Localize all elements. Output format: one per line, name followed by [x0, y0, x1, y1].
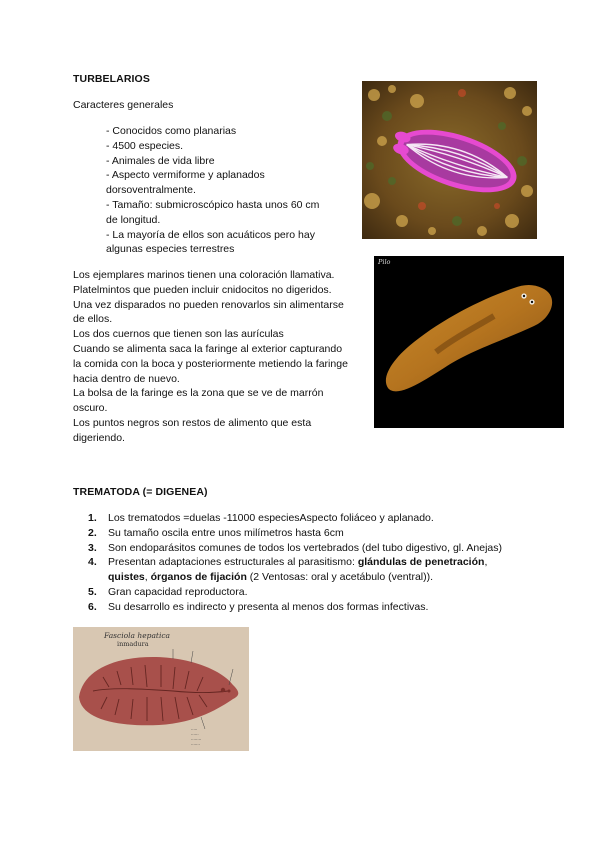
- list-item: [88, 555, 568, 585]
- fasciola-subtitle: inmadura: [117, 640, 149, 648]
- subheading-caracteres: Caracteres generales: [73, 99, 174, 111]
- list-number: 1.: [88, 512, 97, 524]
- list-item: - 4500 especies.: [106, 139, 184, 152]
- photo-signature: Pilo: [378, 258, 391, 266]
- list-item: - Conocidos como planarias: [106, 125, 237, 137]
- fasciola-title: Fasciola hepatica: [104, 631, 171, 640]
- list-number: 5.: [88, 585, 97, 598]
- section-heading-trematoda: TREMATODA (= DIGENEA): [73, 486, 208, 498]
- section-heading-turbelarios: TURBELARIOS: [73, 73, 150, 85]
- fasciola-illustration: [73, 627, 249, 751]
- list-number: 2.: [88, 526, 97, 539]
- paragraph-line: Una vez disparados no pueden renovarlos sin alimentarse: [73, 298, 344, 311]
- svg-text:········: ········: [191, 737, 202, 742]
- list-number: 3.: [88, 541, 97, 554]
- paragraph-line: Los ejemplares marinos tienen una coloración llamativa.: [73, 269, 335, 281]
- list-text: Su desarrollo es indirecto y presenta al menos dos formas infectivas.: [108, 600, 429, 613]
- turbelarios-paragraph: [73, 268, 348, 446]
- paragraph-line: oscuro.: [73, 402, 108, 415]
- bold-term: glándulas de penetración: [357, 556, 485, 569]
- paragraph-line: hacia dentro de nuevo.: [73, 372, 180, 385]
- bold-term: órganos de fijación: [150, 571, 247, 584]
- list-number: 4.: [88, 556, 97, 569]
- list-item: [88, 511, 568, 526]
- paragraph-line: Los puntos negros son restos de alimento que esta: [73, 416, 312, 429]
- paragraph-line: la comida con la boca y posteriormente metiendo la faringe: [73, 357, 348, 370]
- list-item: - Aspecto vermiforme y aplanados: [106, 169, 265, 182]
- turbelarios-bullet-list: [106, 124, 319, 257]
- marine-planarian-photo: [362, 81, 537, 239]
- paragraph-line: Platelmintos que pueden incluir cnidocitos no digeridos.: [73, 283, 332, 296]
- list-text-sep: ,: [484, 556, 488, 569]
- list-number: 6.: [88, 600, 97, 613]
- list-item: - La mayoría de ellos son acuáticos pero hay: [106, 228, 315, 241]
- paragraph-line: digeriendo.: [73, 431, 125, 444]
- svg-text:·······: ·······: [191, 742, 200, 747]
- list-text: Su tamaño oscila entre unos milímetros hasta 6cm: [108, 526, 344, 539]
- list-item: [88, 526, 568, 541]
- marine-planarian-illustration: [362, 81, 537, 239]
- brown-planarian-photo: [374, 256, 564, 428]
- paragraph-line: Cuando se alimenta saca la faringe al exterior capturando: [73, 342, 343, 355]
- paragraph-line: de ellos.: [73, 313, 113, 326]
- list-item: [88, 585, 568, 600]
- list-text-pre: Presentan adaptaciones estructurales al parasitismo:: [108, 556, 358, 569]
- svg-text:·····: ·····: [191, 727, 198, 732]
- svg-text:······: ······: [191, 732, 199, 737]
- list-item: [88, 541, 568, 556]
- bold-term: quistes: [108, 571, 145, 584]
- list-item: - Animales de vida libre: [106, 154, 215, 167]
- list-text: Son endoparásitos comunes de todos los vertebrados (del tubo digestivo, gl. Anejas): [108, 541, 502, 554]
- list-text: Gran capacidad reproductora.: [108, 585, 248, 598]
- list-text: Los trematodos =duelas -11000 especiesAspecto foliáceo y aplanado.: [108, 512, 434, 524]
- paragraph-line: Los dos cuernos que tienen son las aurículas: [73, 328, 284, 341]
- paragraph-line: La bolsa de la faringe es la zona que se ve de marrón: [73, 387, 324, 400]
- list-item: - Tamaño: submicroscópico hasta unos 60 cm: [106, 198, 320, 211]
- fasciola-hepatica-photo: [73, 627, 249, 751]
- list-item: algunas especies terrestres: [106, 243, 235, 256]
- brown-planarian-illustration: [374, 256, 564, 428]
- list-item: [88, 600, 568, 615]
- list-item: dorsoventralmente.: [106, 184, 196, 197]
- list-text-sep: ,: [144, 571, 151, 584]
- list-text-post: (2 Ventosas: oral y acetábulo (ventral)).: [246, 571, 434, 584]
- trematoda-numbered-list: [88, 511, 568, 615]
- list-item: de longitud.: [106, 213, 161, 226]
